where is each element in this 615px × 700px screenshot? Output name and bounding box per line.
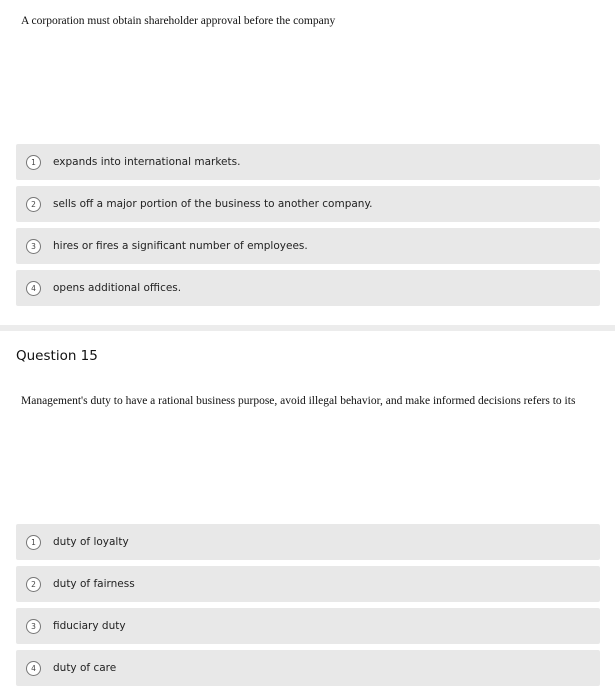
option-label: duty of fairness [53,578,135,590]
question-14-option-2[interactable] [16,186,600,222]
question-15-option-1[interactable] [16,524,600,560]
option-number-badge: 4 [26,661,41,676]
question-15-option-2[interactable] [16,566,600,602]
option-number-badge: 2 [26,197,41,212]
question-divider [0,325,615,331]
option-label: hires or fires a significant number of employees. [53,240,308,252]
option-number-badge: 4 [26,281,41,296]
option-label: duty of care [53,662,117,674]
option-label: expands into international markets. [53,156,241,168]
question-14-option-3[interactable] [16,228,600,264]
question-15-prompt: Management's duty to have a rational business purpose, avoid illegal behavior, and make informed decisions refers to its [21,395,576,407]
option-label: fiduciary duty [53,620,126,632]
option-number-badge: 1 [26,155,41,170]
option-number-badge: 3 [26,619,41,634]
question-14-option-4[interactable] [16,270,600,306]
question-14-prompt: A corporation must obtain shareholder approval before the company [21,15,336,27]
question-15-option-3[interactable] [16,608,600,644]
option-number-badge: 3 [26,239,41,254]
question-14-option-1[interactable] [16,144,600,180]
question-15-heading: Question 15 [16,348,98,364]
option-label: duty of loyalty [53,536,129,548]
question-15-option-4[interactable] [16,650,600,686]
option-label: opens additional offices. [53,282,182,294]
option-label: sells off a major portion of the business to another company. [53,198,373,210]
option-number-badge: 2 [26,577,41,592]
option-number-badge: 1 [26,535,41,550]
